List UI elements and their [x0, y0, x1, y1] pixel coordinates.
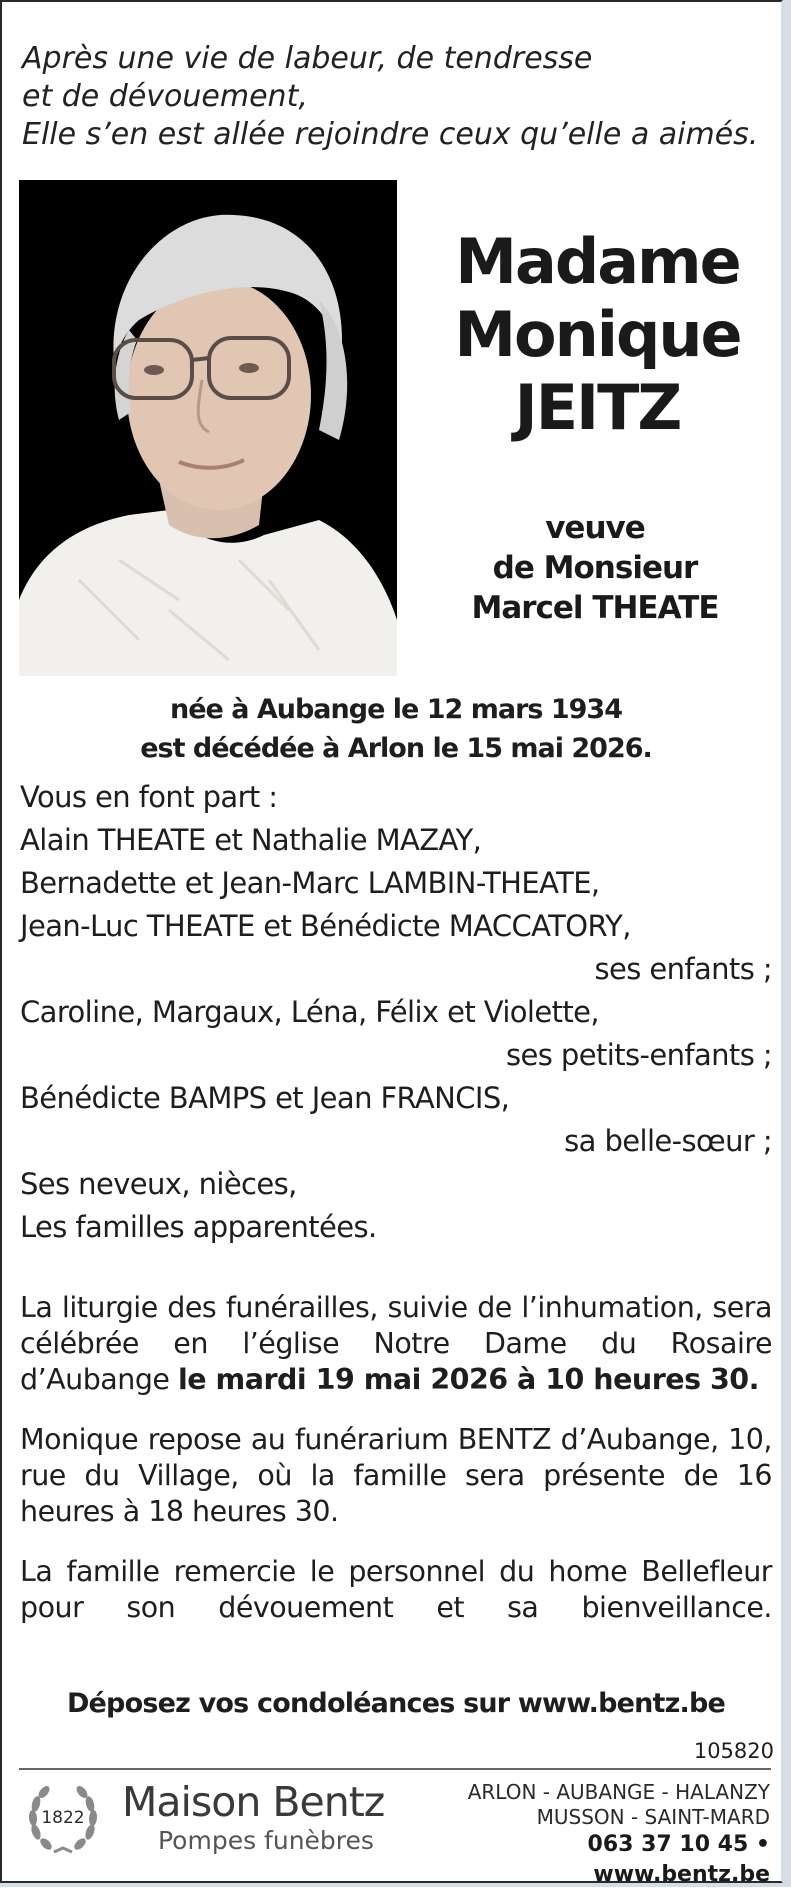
laurel-seal-icon — [24, 1780, 102, 1858]
visitation-details: Monique repose au funérarium BENTZ d’Aubange, 10, rue du Village, où la famille sera présente de 16 heures à 18 heures 30. — [20, 1423, 772, 1528]
widow-line: de Monsieur — [492, 550, 698, 586]
brand-subtitle: Pompes funèbres — [158, 1826, 374, 1855]
epitaph-line: Elle s’en est allée rejoindre ceux qu’elle a aimés. — [22, 117, 759, 152]
seal-year: 1822 — [41, 1808, 85, 1828]
widow-of — [440, 508, 750, 628]
footer-divider — [19, 1768, 771, 1770]
family-line: Bénédicte BAMPS et Jean FRANCIS, — [20, 1081, 510, 1115]
family-line: Alain THEATE et Nathalie MAZAY, — [20, 823, 482, 857]
birth-death-dates — [20, 690, 772, 768]
widow-line: veuve — [545, 510, 645, 546]
portrait-photo — [19, 180, 397, 676]
family-line: Bernadette et Jean-Marc LAMBIN-THEATE, — [20, 866, 600, 900]
family-line: Caroline, Margaux, Léna, Félix et Violette, — [20, 995, 600, 1029]
page-edge-right — [783, 0, 791, 1887]
funeral-datetime: le mardi 19 mai 2026 à 10 heures 30. — [178, 1363, 759, 1396]
funeral-text: La liturgie des funérailles, suivie de l’inhumation, sera célébrée en l’église Notre Dame du Rosaire d’Aubange — [20, 1291, 772, 1396]
name-title: Madame — [455, 225, 740, 298]
announcement-intro: Vous en font part : — [20, 780, 278, 814]
family-announcement — [20, 776, 772, 1249]
relation-label: sa belle-sœur ; — [564, 1124, 772, 1158]
brand-name: Maison Bentz — [122, 1778, 385, 1826]
family-line: Jean-Luc THEATE et Bénédicte MACCATORY, — [20, 909, 631, 943]
family-line: Les familles apparentées. — [20, 1210, 377, 1244]
epitaph-line: et de dévouement, — [22, 79, 308, 114]
brand-contact[interactable]: 063 37 10 45 • www.bentz.be — [587, 1832, 770, 1887]
reference-number: 105820 — [693, 1739, 774, 1763]
relation-label: ses petits-enfants ; — [506, 1038, 772, 1072]
thanks-note: La famille remercie le personnel du home Bellefleur pour son dévouement et sa bienveillance. — [20, 1555, 772, 1624]
name-first: Monique — [454, 298, 741, 371]
birth-line: née à Aubange le 12 mars 1934 — [169, 694, 623, 725]
portrait-illustration — [19, 180, 397, 676]
epitaph-line: Après une vie de labeur, de tendresse — [22, 41, 593, 76]
deceased-name — [420, 225, 775, 444]
family-line: Ses neveux, nièces, — [20, 1167, 297, 1201]
locations-line: ARLON - AUBANGE - HALANZY — [467, 1780, 770, 1804]
widow-line: Marcel THEATE — [471, 590, 719, 626]
locations-line: MUSSON - SAINT-MARD — [536, 1805, 770, 1829]
relation-label: ses enfants ; — [594, 952, 772, 986]
name-last: JEITZ — [514, 371, 681, 444]
epitaph — [22, 40, 762, 154]
condolences-link[interactable]: Déposez vos condoléances sur www.bentz.be — [66, 1688, 726, 1719]
brand-locations — [430, 1780, 770, 1830]
death-line: est décédée à Arlon le 15 mai 2026. — [140, 733, 652, 764]
funeral-details — [20, 1290, 772, 1398]
